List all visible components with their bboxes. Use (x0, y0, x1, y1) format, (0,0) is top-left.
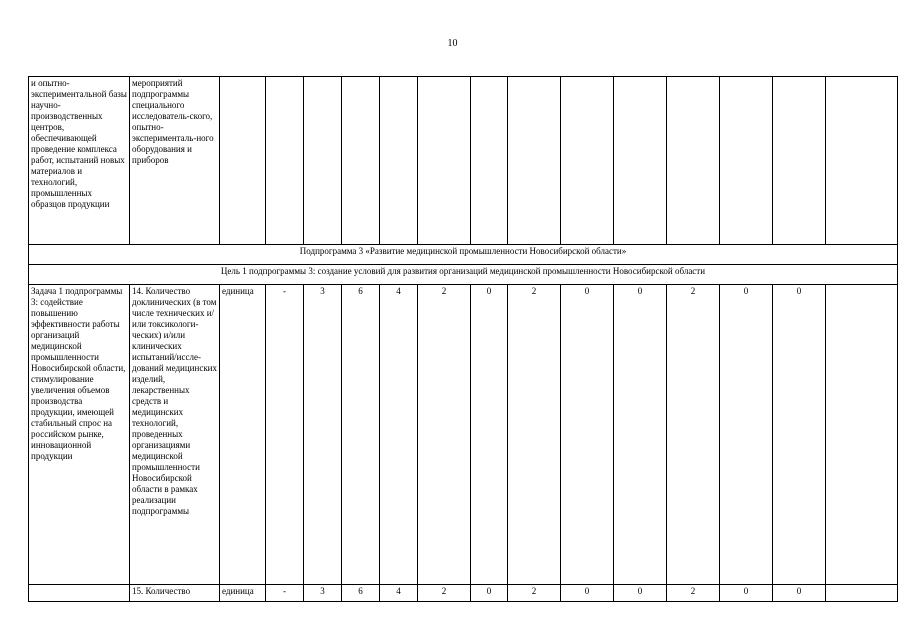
task-cell: Задача 1 подпрограммы 3: содействие повышению эффективности работы организаций медицинской промышленности Новосибирской области, стимулирование увеличения объемов производства продукции, имеющей стабильный спрос на российском рынке, инновационной продукции (29, 285, 130, 585)
value-cell (773, 77, 826, 245)
value-cell: 0 (471, 285, 508, 585)
value-cell: 3 (304, 585, 342, 602)
table-row-continued (29, 77, 898, 245)
value-cell: - (266, 585, 304, 602)
value-cell: 6 (342, 585, 380, 602)
value-cell: 0 (773, 285, 826, 585)
value-cell: 2 (667, 585, 720, 602)
value-cell (720, 77, 773, 245)
value-cell (304, 77, 342, 245)
indicator-cell: 14. Количество доклинических (в том числе технических и/или токсикологи-ческих) и/или клинических испытаний/иссле-дований медицинских изделий, лекарственных средств и медицинских технологий, проведенных организациями медицинской промышленности Новосибирской области в рамках реализации подпрограммы (130, 285, 220, 585)
value-cell (380, 77, 418, 245)
value-cell (266, 77, 304, 245)
task-cell (29, 585, 130, 602)
goal-title: Цель 1 подпрограммы 3: создание условий для развития организаций медицинской промышленности Новосибирской области (29, 265, 898, 285)
task-cell: и опытно-экспериментальной базы научно-производственных центров, обеспечивающей проведение комплекса работ, испытаний новых материалов и технологий, промышленных образцов продукции (29, 77, 130, 245)
value-cell: 0 (773, 585, 826, 602)
value-cell: 3 (304, 285, 342, 585)
table-row-indicator-14 (29, 285, 898, 585)
goal-row (29, 265, 898, 285)
unit-cell (220, 77, 266, 245)
indicator-cell: 15. Количество (130, 585, 220, 602)
value-cell: 4 (380, 585, 418, 602)
unit-cell: единица (220, 285, 266, 585)
value-cell: 0 (471, 585, 508, 602)
value-cell (471, 77, 508, 245)
value-cell (342, 77, 380, 245)
value-cell: 0 (561, 585, 614, 602)
subprogram-title: Подпрограмма 3 «Развитие медицинской промышленности Новосибирской области» (29, 245, 898, 265)
value-cell (826, 585, 898, 602)
subprogram-row (29, 245, 898, 265)
value-cell (826, 77, 898, 245)
value-cell: 6 (342, 285, 380, 585)
unit-cell: единица (220, 585, 266, 602)
value-cell: 0 (720, 285, 773, 585)
value-cell: 2 (508, 585, 561, 602)
value-cell (614, 77, 667, 245)
value-cell (508, 77, 561, 245)
value-cell: 2 (418, 285, 471, 585)
value-cell: 2 (508, 285, 561, 585)
value-cell: 0 (614, 285, 667, 585)
value-cell: 0 (561, 285, 614, 585)
value-cell (561, 77, 614, 245)
value-cell (418, 77, 471, 245)
value-cell (667, 77, 720, 245)
indicator-cell: мероприятий подпрограммы специального исследователь-ского, опытно-эксперименталь-ного оборудования и приборов (130, 77, 220, 245)
value-cell: - (266, 285, 304, 585)
table-row-indicator-15 (29, 585, 898, 602)
value-cell: 0 (614, 585, 667, 602)
value-cell: 2 (667, 285, 720, 585)
indicators-table (28, 76, 898, 602)
value-cell: 4 (380, 285, 418, 585)
value-cell (826, 285, 898, 585)
value-cell: 2 (418, 585, 471, 602)
page-number: 10 (447, 38, 458, 49)
value-cell: 0 (720, 585, 773, 602)
